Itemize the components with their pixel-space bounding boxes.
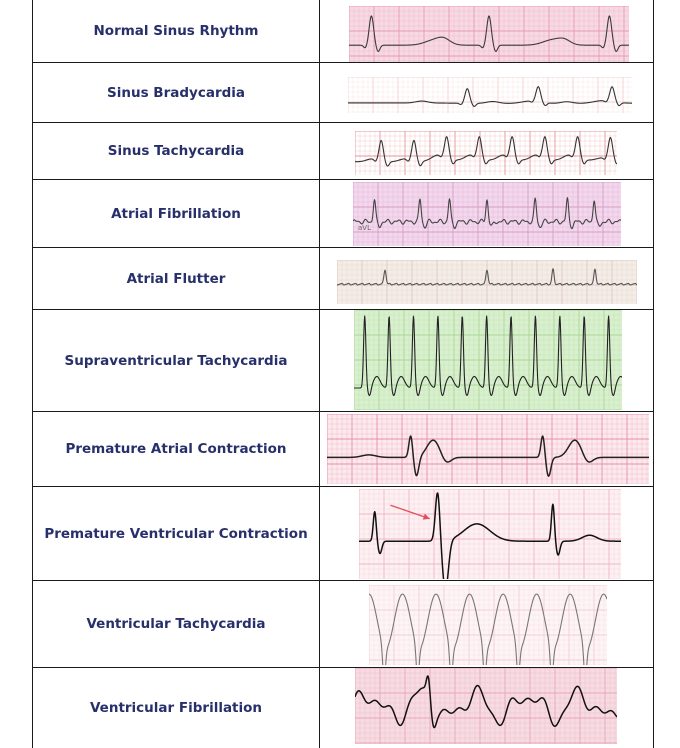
ecg-svg <box>349 6 629 62</box>
ecg-svg <box>355 668 617 744</box>
ecg-strip-ventricular-tachycardia <box>369 585 607 665</box>
ecg-strip-sinus-tachycardia <box>355 131 617 175</box>
rhythm-label: Atrial Flutter <box>126 270 226 287</box>
ecg-rhythm-table <box>32 0 654 748</box>
ecg-paper <box>355 668 617 744</box>
ecg-strip-atrial-flutter <box>337 260 637 304</box>
ecg-strip-pac <box>327 414 649 484</box>
rhythm-label: Ventricular Tachycardia <box>86 616 266 632</box>
ecg-grid <box>337 260 637 304</box>
rhythm-label: Premature Ventricular Contraction <box>44 525 308 542</box>
ecg-svg <box>337 260 637 304</box>
ecg-svg <box>348 77 632 113</box>
ecg-strip-sinus-bradycardia <box>348 77 632 113</box>
row-sinus-tachycardia <box>33 123 653 180</box>
ecg-paper <box>353 182 621 246</box>
rhythm-label: Atrial Fibrillation <box>111 205 241 222</box>
lead-label: aVL <box>358 224 371 232</box>
rhythm-label: Ventricular Fibrillation <box>89 700 263 716</box>
row-sinus-bradycardia <box>33 63 653 123</box>
ecg-svg <box>359 489 621 579</box>
rhythm-label: Sinus Bradycardia <box>107 84 245 101</box>
column-divider <box>319 668 320 748</box>
column-divider <box>319 0 320 62</box>
row-atrial-flutter <box>33 248 653 310</box>
column-divider <box>319 412 320 486</box>
ecg-strip-atrial-fibrillation <box>353 182 621 246</box>
ecg-svg <box>355 131 617 175</box>
row-normal-sinus-rhythm <box>33 0 653 63</box>
column-divider <box>319 180 320 247</box>
column-divider <box>319 487 320 580</box>
ecg-svg <box>327 414 649 484</box>
ecg-strip-pvc <box>359 489 621 579</box>
ecg-strip-ventricular-fibrillation <box>355 668 617 744</box>
ecg-strip-svt <box>354 310 622 410</box>
ecg-strip-normal-sinus <box>349 6 629 62</box>
column-divider <box>319 581 320 667</box>
column-divider <box>319 248 320 309</box>
row-supraventricular-tachycardia <box>33 310 653 412</box>
ecg-paper <box>348 77 632 113</box>
column-divider <box>319 310 320 411</box>
column-divider <box>319 123 320 179</box>
rhythm-label: Premature Atrial Contraction <box>65 441 287 457</box>
rhythm-label: Normal Sinus Rhythm <box>93 23 259 39</box>
column-divider <box>319 63 320 122</box>
row-ventricular-tachycardia <box>33 581 653 668</box>
row-premature-ventricular-contraction <box>33 487 653 581</box>
rhythm-label: Sinus Tachycardia <box>107 143 245 159</box>
rhythm-label: Supraventricular Tachycardia <box>64 352 288 369</box>
ecg-svg <box>354 310 622 410</box>
ecg-svg <box>369 585 607 665</box>
ecg-svg <box>353 182 621 246</box>
row-ventricular-fibrillation <box>33 668 653 748</box>
row-premature-atrial-contraction <box>33 412 653 487</box>
row-atrial-fibrillation <box>33 180 653 248</box>
